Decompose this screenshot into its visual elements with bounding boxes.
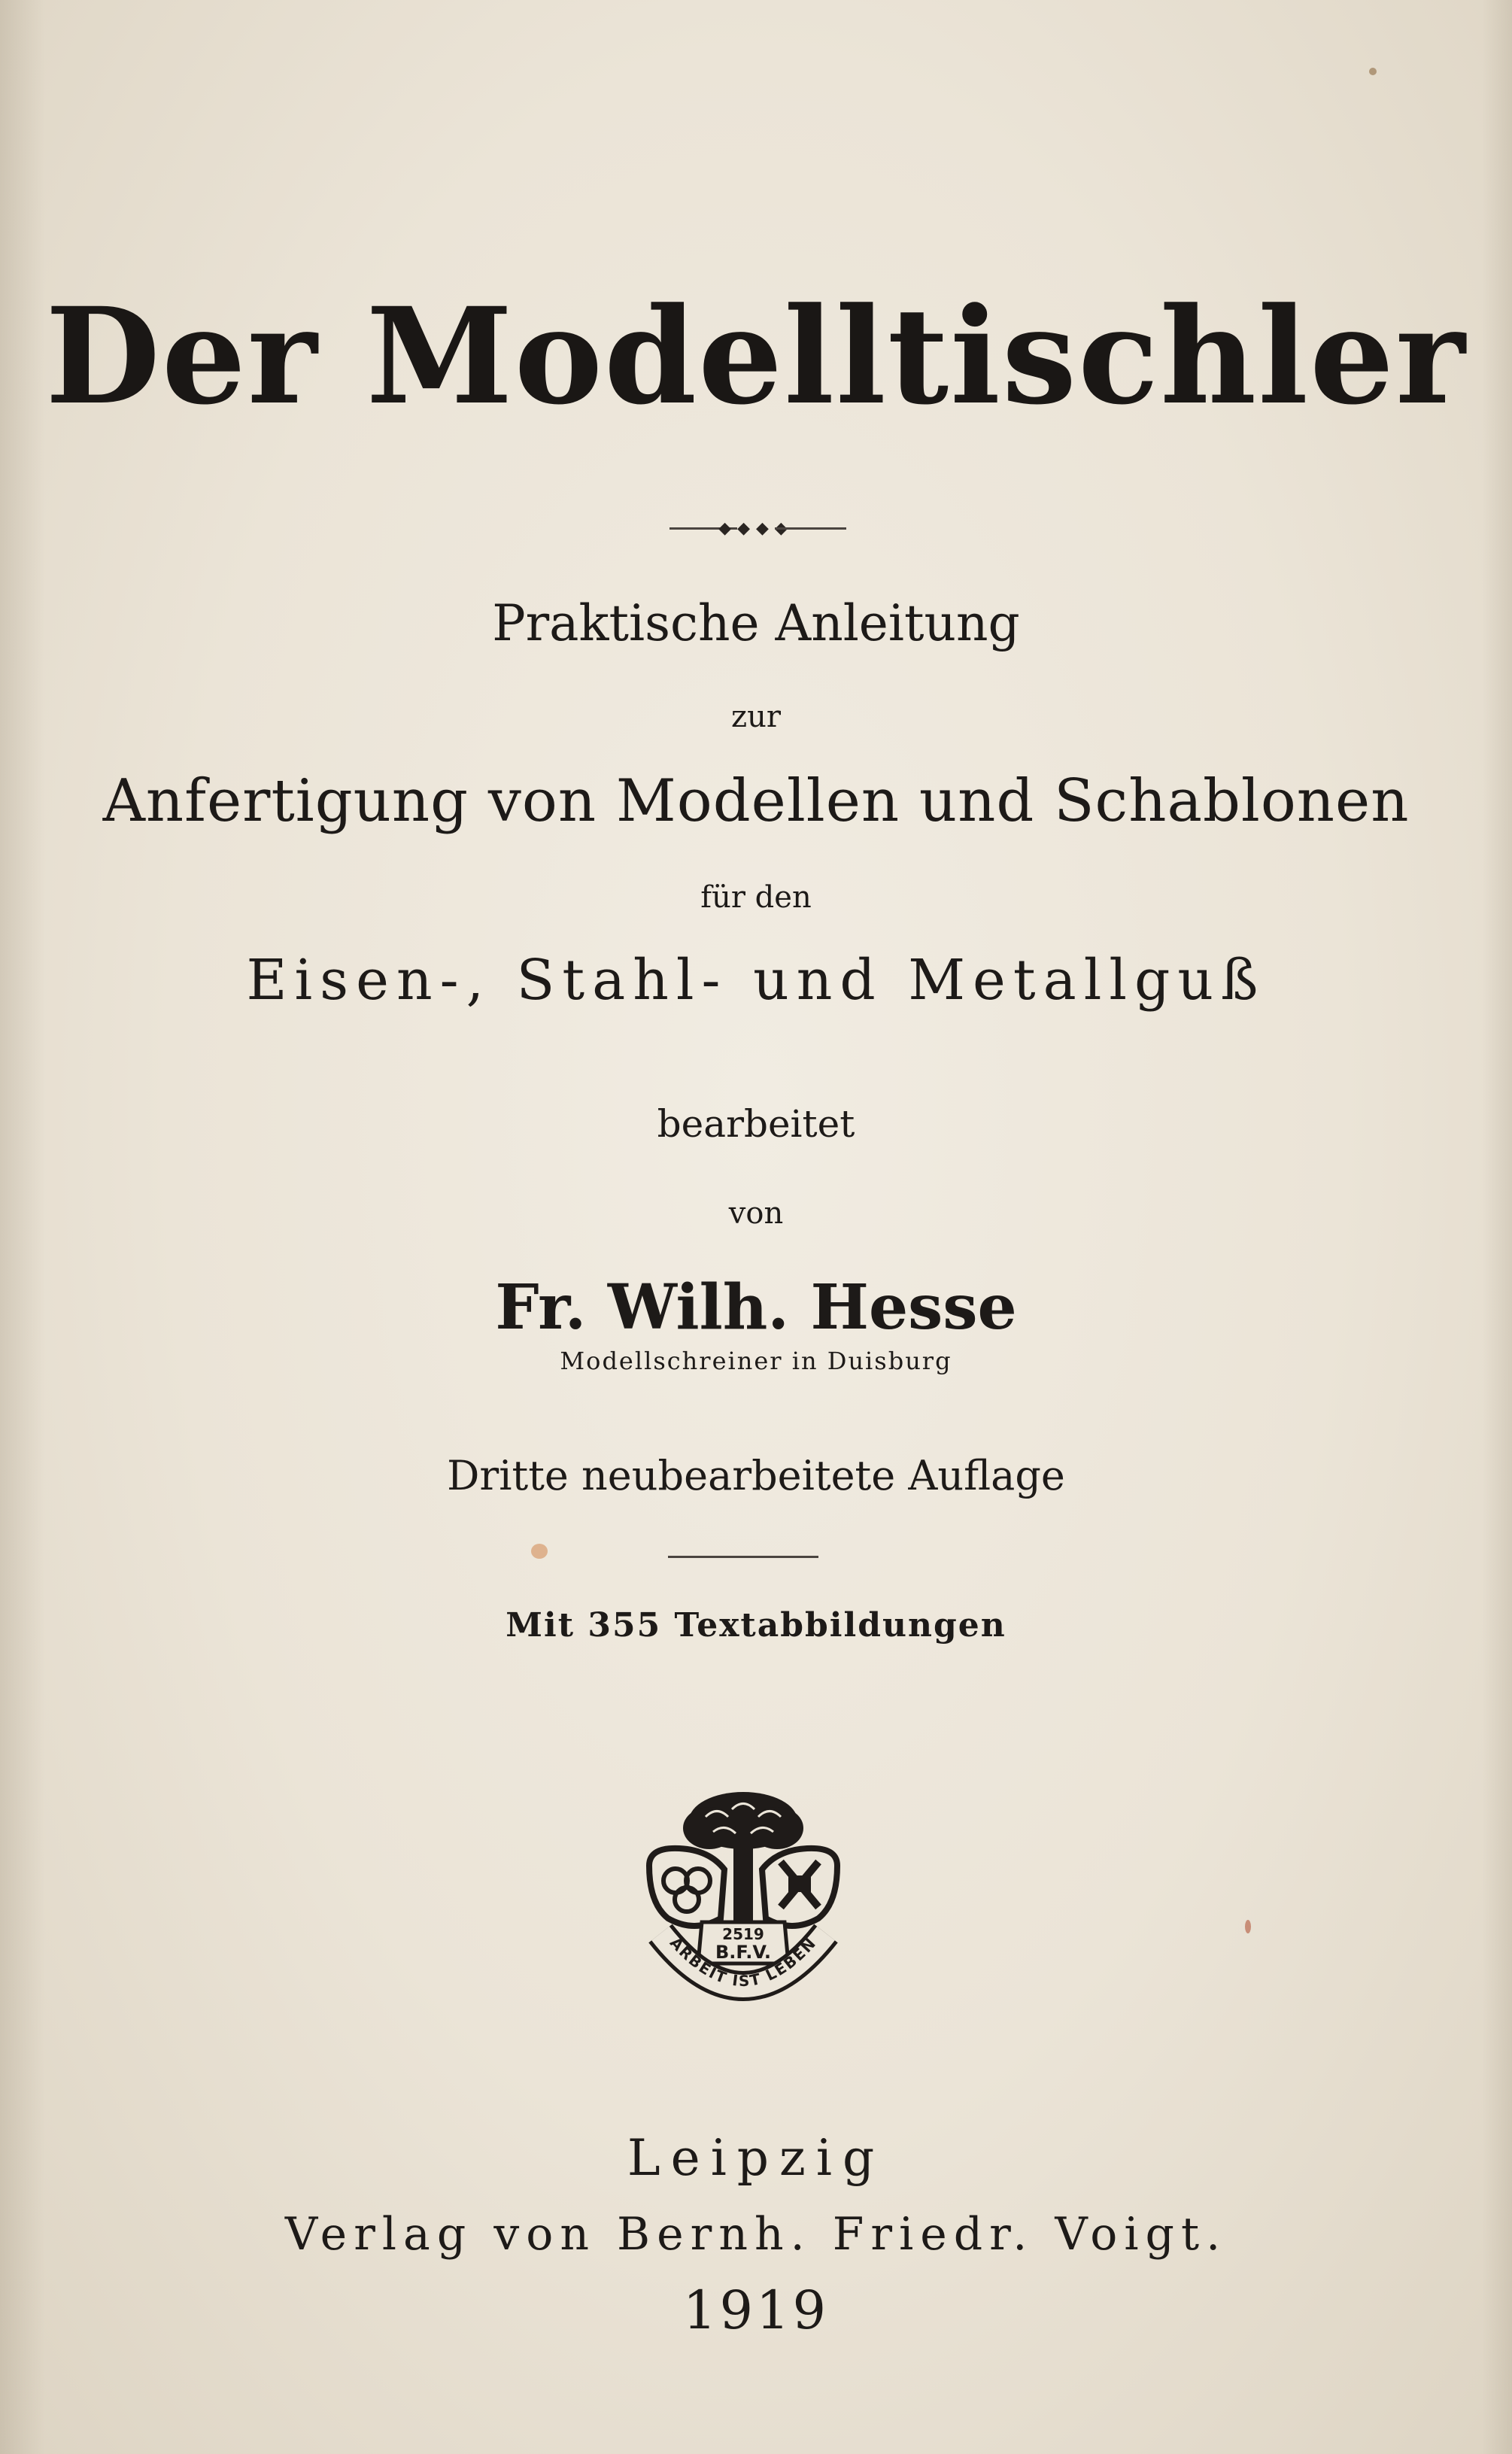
publisher-emblem-icon [634, 1787, 852, 2027]
subtitle-line-2: Anfertigung von Modellen und Schablonen [102, 767, 1410, 835]
edited-label: bearbeitet [657, 1102, 855, 1146]
subtitle-line-3: Eisen-, Stahl- und Metallguß [246, 948, 1266, 1013]
emblem-initials: B.F.V. [715, 1942, 771, 1963]
book-title: Der Modelltischler [45, 278, 1467, 434]
subtitle-connector: zur [731, 700, 781, 734]
short-divider [668, 1556, 818, 1558]
left-shield [649, 1848, 724, 1926]
imprint-city: Leipzig [627, 2129, 885, 2187]
figures-count: Mit 355 Textabbildungen [506, 1606, 1006, 1645]
author-role: Modellschreiner in Duisburg [560, 1347, 952, 1375]
tree-trunk [733, 1845, 753, 1928]
ornamental-rule-right [775, 527, 846, 530]
edition-statement: Dritte neubearbeitete Auflage [447, 1452, 1065, 1499]
emblem-number: 2519 [722, 1925, 764, 1943]
by-label: von [728, 1196, 784, 1231]
author-name: Fr. Wilh. Hesse [495, 1271, 1017, 1344]
center-plaque [698, 1922, 788, 1964]
subtitle-line-1: Praktische Anleitung [492, 594, 1020, 652]
foxing-spot [531, 1544, 548, 1559]
foxing-spot [1369, 68, 1377, 75]
tree-crown [683, 1792, 803, 1849]
right-shield [762, 1848, 837, 1926]
ornamental-rule-dots: ◆◆◆◆ [718, 519, 794, 538]
subtitle-connector-2: für den [700, 880, 812, 915]
imprint-year: 1919 [682, 2279, 830, 2341]
foxing-spot [1245, 1920, 1251, 1933]
imprint-publisher: Verlag von Bernh. Friedr. Voigt. [284, 2208, 1228, 2261]
emblem-motto: ARBEIT IST LEBEN [666, 1933, 821, 1991]
